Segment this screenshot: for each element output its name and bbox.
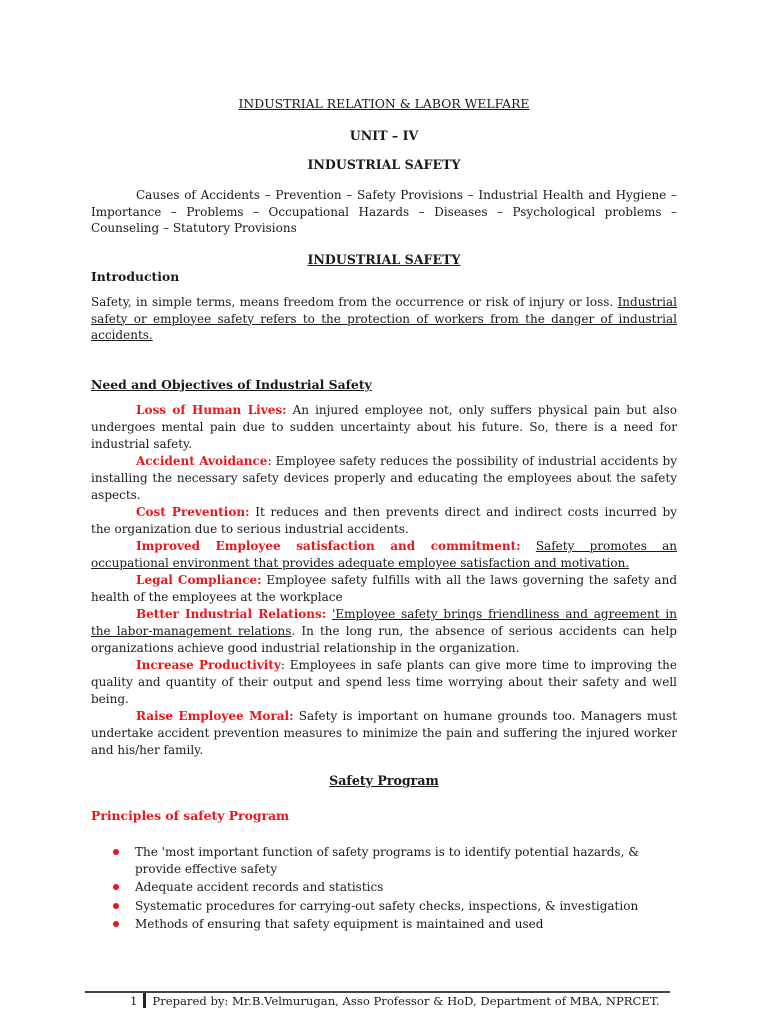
introduction-heading: Introduction xyxy=(91,269,180,284)
bullet-icon xyxy=(113,849,119,855)
list-item-text: Adequate accident records and statistics xyxy=(135,880,384,894)
list-item xyxy=(111,916,671,933)
objective-item xyxy=(91,657,677,707)
syllabus-text: Causes of Accidents – Prevention – Safety Provisions – Industrial Health and Hygiene – Importance – Problems – Occupational Hazards – Diseases – Psychological problems – Counseling – Statutory Provisions xyxy=(91,188,677,235)
bullet-icon xyxy=(113,884,119,890)
objective-text: Safety is important on humane grounds too. Managers must undertake accident prevention measures to minimize the pain and suffering the injured worker and his/her family. xyxy=(91,709,677,757)
introduction-paragraph xyxy=(91,294,677,344)
list-item xyxy=(111,844,671,877)
objective-text: Employee safety fulfills with all the laws governing the safety and health of the employees at the workplace xyxy=(91,573,677,604)
objective-item xyxy=(91,708,677,758)
safety-program-heading: Safety Program xyxy=(329,773,439,788)
bullet-icon xyxy=(113,903,119,909)
objective-item xyxy=(91,606,677,656)
list-item-text: The 'most important function of safety programs is to identify potential hazards, & provide effective safety xyxy=(135,845,639,876)
page-footer xyxy=(130,993,660,1008)
objective-item xyxy=(91,538,677,572)
list-item-text: Methods of ensuring that safety equipment is maintained and used xyxy=(135,917,544,931)
footer-separator xyxy=(143,993,146,1008)
subject-heading: INDUSTRIAL SAFETY xyxy=(307,157,461,172)
objective-lead: Accident Avoidance xyxy=(136,454,268,468)
syllabus-topics xyxy=(91,187,677,237)
list-item xyxy=(111,898,671,915)
page-number: 1 xyxy=(130,994,138,1008)
section-title: INDUSTRIAL SAFETY xyxy=(307,252,461,267)
objective-lead: Loss of Human Lives: xyxy=(136,403,287,417)
objective-item xyxy=(91,402,677,452)
bullet-icon xyxy=(113,921,119,927)
principles-heading: Principles of safety Program xyxy=(91,808,290,823)
objective-lead: Better Industrial Relations: xyxy=(136,607,327,621)
introduction-definition: Industrial safety or employee safety refers to the protection of workers from the danger of industrial accidents. xyxy=(91,295,677,342)
objective-lead: Improved Employee satisfaction and commitment: xyxy=(136,539,521,553)
objective-text: An injured employee not, only suffers physical pain but also undergoes mental pain due to sudden uncertainty about his future. So, there is a need for industrial safety. xyxy=(91,403,678,451)
objective-text xyxy=(521,539,536,553)
objective-underlined-text: Safety promotes an occupational environment that provides adequate employee satisfaction and motivation. xyxy=(91,539,677,570)
objective-lead: Cost Prevention: xyxy=(136,505,250,519)
list-item-text: Systematic procedures for carrying-out safety checks, inspections, & investigation xyxy=(135,898,639,913)
objective-text-continued: . In the long run, the absence of serious accidents can help organizations achieve good industrial relationship in the organization. xyxy=(91,623,677,655)
objective-text: It reduces and then prevents direct and indirect costs incurred by the organization due to serious industrial accidents. xyxy=(91,505,677,536)
objective-lead: Raise Employee Moral: xyxy=(136,709,294,723)
objective-lead: Legal Compliance: xyxy=(136,573,262,587)
objective-text: : Employees in safe plants can give more time to improving the quality and quantity of their output and spend less time worrying about their safety and well being. xyxy=(91,658,677,706)
objective-lead: Increase Productivity xyxy=(136,658,281,672)
introduction-text: Safety, in simple terms, means freedom from the occurrence or risk of injury or loss. xyxy=(91,295,618,309)
list-item xyxy=(111,879,671,896)
need-objectives-heading: Need and Objectives of Industrial Safety xyxy=(91,377,372,392)
unit-heading: UNIT – IV xyxy=(349,128,419,143)
footer-credit: Prepared by: Mr.B.Velmurugan, Asso Professor & HoD, Department of MBA, NPRCET. xyxy=(152,994,660,1008)
objective-item xyxy=(91,504,677,538)
objective-text: : Employee safety reduces the possibility of industrial accidents by installing the necessary safety devices properly and educating the employees about the safety aspects. xyxy=(91,454,677,502)
objective-underlined-text: 'Employee safety brings friendliness and agreement in the labor-management relations xyxy=(91,607,677,638)
principles-list xyxy=(111,844,671,935)
document-title: INDUSTRIAL RELATION & LABOR WELFARE xyxy=(238,96,530,111)
objective-item xyxy=(91,453,677,503)
objective-item xyxy=(91,572,677,606)
